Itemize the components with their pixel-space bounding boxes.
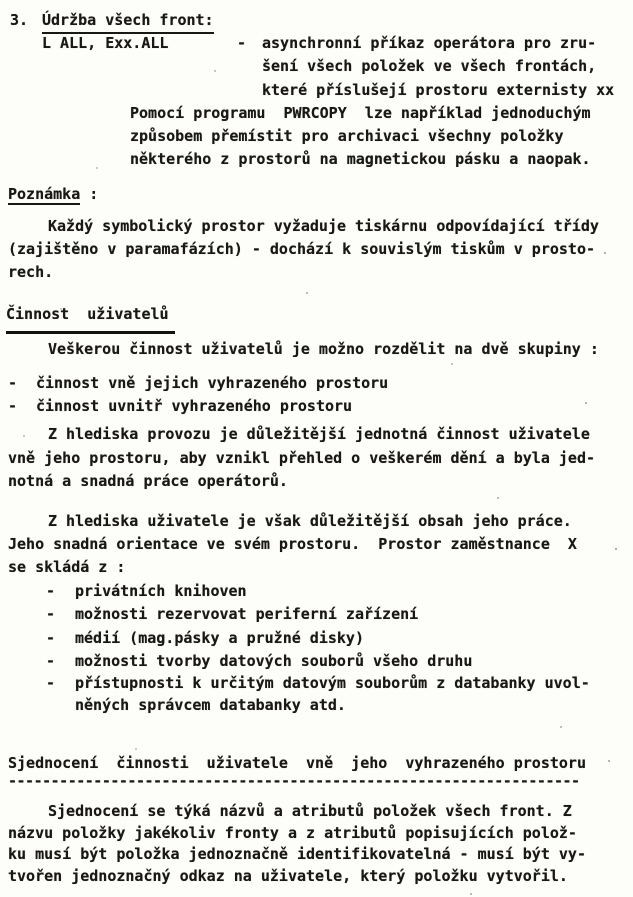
bullet-marker: - [46,605,56,623]
bullet-row [0,395,633,418]
command-description-row [0,79,633,102]
bullet-marker: - [46,674,56,692]
activity-paragraph-line: Z hlediska provozu je důležitější jednotná činnost uživatele [48,425,590,443]
activity-paragraph-line: vně jeho prostoru, aby vznikl přehled o veškerém dění a byla jed- [8,449,595,467]
bullet-text: činnost vně jejich vyhrazeného prostoru [36,374,389,392]
activity-paragraph-row [0,556,633,579]
unify-paragraph-line: tvořen jednoznačný odkaz na uživatele, který položku vytvořil. [8,867,568,885]
bullet-marker: - [46,629,56,647]
activity-paragraph-line: Jeho snadná orientace ve svém prostoru. Prostor zaměstnance X [8,535,577,553]
unify-paragraph-row [0,843,633,866]
unify-paragraph-row [0,865,633,888]
unify-paragraph-row [0,800,633,823]
command-description-line: asynchronní příkaz operátora pro zru- [262,34,597,52]
activity-paragraph-row [0,447,633,470]
unify-paragraph-line: ku musí být položka jednoznačně identifikovatelná - musí být vy- [8,845,586,863]
bullet-row [0,603,633,626]
command-label: L ALL, Exx.ALL [42,34,169,52]
bullet-text: činnost uvnitř vyhrazeného prostoru [36,397,353,415]
dashed-rule: ------------------------------------------------------------------- [8,772,580,790]
activity-intro-row [0,338,633,361]
note-paragraph-row [0,238,633,261]
note-heading [8,183,98,206]
note-paragraph-line: (zajištěno v paramafázích) - dochází k souvislým tiskům v prosto- [8,240,595,258]
activity-paragraph-line: se skládá z : [8,558,126,576]
bullet-text: médií (mag.pásky a pružné disky) [75,629,364,647]
note-paragraph-line: rech. [8,263,54,281]
pwrcopy-note-row [0,125,633,148]
pwrcopy-note-row [0,102,633,125]
note-heading-text: Poznámka [8,185,81,203]
activity-heading: Činnost uživatelů [6,303,175,334]
bullet-text: něných správcem databanky atd. [75,696,346,714]
command-description-line: které příslušejí prostoru externisty xx [262,81,615,99]
note-heading-row [0,183,633,206]
note-paragraph-row [0,261,633,284]
unify-paragraph-row [0,822,633,845]
bullet-marker: - [8,374,18,392]
activity-heading-row [0,303,633,326]
unify-rule-row [0,770,633,793]
note-paragraph-row [0,215,633,238]
unify-paragraph-line: názvu položky jakékoliv fronty a z atributů popisujících polož- [8,824,577,842]
activity-paragraph-row [0,510,633,533]
command-description-row [0,55,633,78]
bullet-continuation-row [0,694,633,717]
activity-paragraph-row [0,423,633,446]
command-description-line: šení všech položek ve všech frontách, [262,57,597,75]
section-title: Údržba všech front: [42,9,214,34]
unify-paragraph-line: Sjednocení se týká názvů a atributů položek všech front. Z [48,802,572,820]
bullet-row [0,672,633,695]
section-number: 3. [10,11,29,29]
bullet-marker: - [8,397,18,415]
bullet-marker: - [46,582,56,600]
pwrcopy-note-line: některého z prostorů na magnetickou pásku a naopak. [130,150,591,168]
activity-paragraph-line: Z hlediska uživatele je však důležitější obsah jeho práce. [48,512,572,530]
activity-paragraph-row [0,533,633,556]
bullet-text: možnosti tvorby datových souborů všeho druhu [75,652,473,670]
bullet-row [0,372,633,395]
bullet-row [0,580,633,603]
bullet-row [0,650,633,673]
bullet-text: privátních knihoven [75,582,247,600]
note-paragraph-line: Každý symbolický prostor vyžaduje tiskárnu odpovídající třídy [48,217,599,235]
pwrcopy-note-line: Pomocí programu PWRCOPY lze například jednoduchým [130,104,591,122]
pwrcopy-note-line: způsobem přemístit pro archivaci všechny položky [130,127,564,145]
unify-heading: Sjednocení činnosti uživatele vně jeho vyhrazeného prostoru [8,754,586,772]
bullet-text: přístupnosti k určitým datovým souborům z databanky uvol- [75,674,590,692]
activity-intro: Veškerou činnost uživatelů je možno rozdělit na dvě skupiny : [48,340,599,358]
command-row [0,32,633,55]
bullet-marker: - [46,652,56,670]
activity-paragraph-row [0,470,633,493]
bullet-text: možnosti rezervovat periferní zařízení [75,605,419,623]
section-heading-row [0,9,633,32]
pwrcopy-note-row [0,148,633,171]
activity-paragraph-line: notná a snadná práce operátorů. [8,472,288,490]
command-separator: - [237,34,247,52]
bullet-row [0,627,633,650]
note-heading-colon: : [80,185,99,203]
